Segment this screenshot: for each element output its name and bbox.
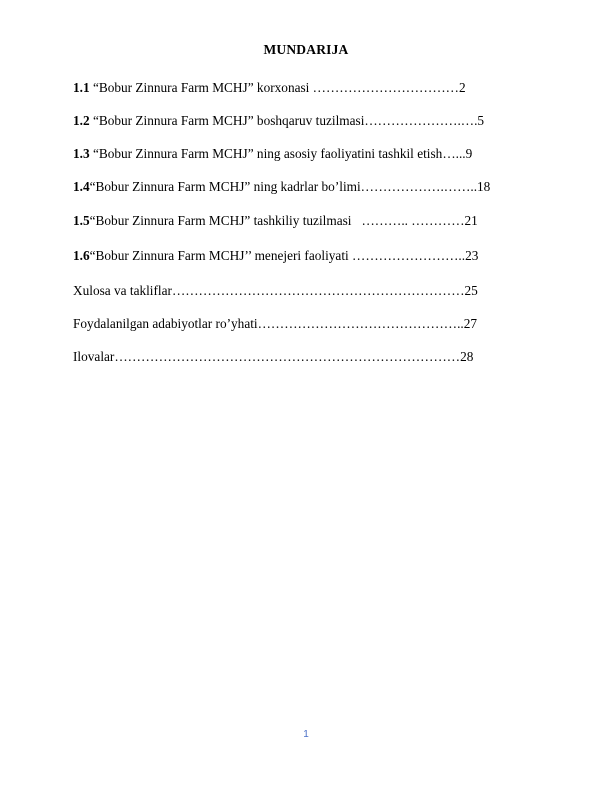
toc-entry-text: “Bobur Zinnura Farm MCHJ” boshqaruv tuzilmasi………………….….5 <box>89 113 485 128</box>
toc-entry-1-3 <box>73 146 472 162</box>
toc-entry-number: 1.1 <box>73 80 90 95</box>
toc-entry-1-1 <box>73 80 466 96</box>
toc-entry-number: 1.2 <box>73 113 90 128</box>
toc-entry-number: 1.5 <box>73 213 90 228</box>
toc-entry-number: 1.3 <box>73 146 90 161</box>
page-number: 1 <box>303 729 309 740</box>
toc-entry-text: Xulosa va takliflar…………………………………………………………25 <box>73 283 478 298</box>
toc-entry-number: 1.4 <box>73 179 90 194</box>
toc-entry-appendices <box>73 349 473 365</box>
toc-entry-1-2 <box>73 113 484 129</box>
toc-entry-text: Foydalanilgan adabiyotlar ro’yhati………………………………………..27 <box>73 316 478 331</box>
toc-entry-text: “Bobur Zinnura Farm MCHJ” ning asosiy faoliyatini tashkil etish…...9 <box>89 146 473 161</box>
toc-entry-conclusion <box>73 283 478 299</box>
toc-entry-text: Ilovalar……………………………………………………………………28 <box>73 349 474 364</box>
toc-entry-number: 1.6 <box>73 248 90 263</box>
toc-entry-1-6 <box>73 248 478 264</box>
toc-entry-references <box>73 316 477 332</box>
toc-entry-text: “Bobur Zinnura Farm MCHJ” ning kadrlar bo’limi……………….……..18 <box>89 179 491 194</box>
toc-entry-1-4 <box>73 179 490 195</box>
toc-entry-text: “Bobur Zinnura Farm MCHJ’’ menejeri faoliyati ……………………..23 <box>89 248 479 263</box>
toc-entry-1-5 <box>73 213 478 229</box>
toc-title: MUNDARIJA <box>263 42 349 57</box>
toc-entry-text: “Bobur Zinnura Farm MCHJ” tashkiliy tuzilmasi ……….. …………21 <box>89 213 478 228</box>
toc-entry-text: “Bobur Zinnura Farm MCHJ” korxonasi ……………………………2 <box>89 80 466 95</box>
